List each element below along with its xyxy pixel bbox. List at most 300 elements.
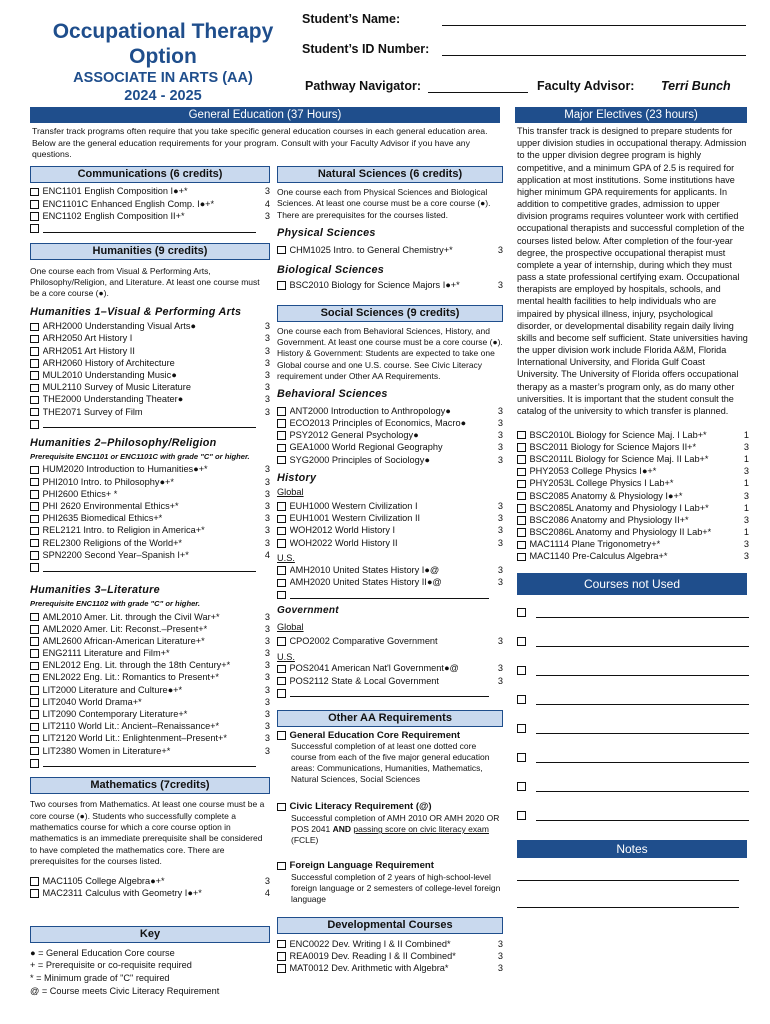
course-row	[517, 478, 749, 490]
course-name: EUH1000 Western Civilization I	[289, 501, 418, 512]
course-credits: 3	[264, 476, 270, 487]
course-row	[277, 565, 503, 577]
checkbox[interactable]	[277, 940, 286, 949]
program-title: Occupational Therapy Option	[52, 20, 274, 68]
course-row	[277, 405, 503, 417]
checkbox[interactable]	[30, 649, 39, 658]
course-row	[277, 675, 503, 687]
course-credits: 3	[264, 721, 270, 732]
checkbox[interactable]	[30, 747, 39, 756]
course-row	[30, 198, 270, 210]
courses-not-used-bar: Courses not Used	[517, 573, 747, 595]
course-name: LIT2110 World Lit.: Ancient–Renaissance+*	[42, 721, 220, 732]
course-credits: 3	[497, 501, 503, 512]
foreign-language-title: Foreign Language Requirement	[289, 860, 434, 872]
humanities-3-blank-row	[30, 757, 270, 769]
course-credits: 3	[743, 441, 749, 452]
course-credits: 3	[497, 663, 503, 674]
gen-ed-core-requirement	[277, 730, 503, 742]
checkbox[interactable]	[277, 964, 286, 973]
course-credits: 3	[743, 539, 749, 550]
natural-sciences-header: Natural Sciences (6 credits)	[277, 166, 503, 183]
course-not-used-field[interactable]	[536, 695, 750, 705]
course-not-used-field[interactable]	[536, 666, 750, 676]
course-credits: 3	[264, 357, 270, 368]
behavioral-sciences-list	[277, 405, 503, 466]
course-name: THE2000 Understanding Theater●	[42, 394, 184, 405]
natural-sciences-intro: One course each from Physical Sciences and Biological Sciences. At least one course must be a core course (●). There are prerequisites for the courses listed.	[277, 187, 491, 220]
checkbox[interactable]	[277, 665, 286, 674]
checkbox[interactable]	[30, 539, 39, 548]
checkbox[interactable]	[277, 502, 286, 511]
course-row	[30, 623, 270, 635]
checkbox[interactable]	[277, 591, 286, 600]
course-credits: 3	[264, 537, 270, 548]
course-row	[30, 333, 270, 345]
course-credits: 3	[264, 464, 270, 475]
checkbox[interactable]	[277, 677, 286, 686]
checkbox[interactable]	[517, 468, 526, 477]
course-name: MAC1140 Pre-Calculus Algebra+*	[529, 551, 668, 562]
course-credits: 4	[264, 549, 270, 560]
course-row	[277, 430, 503, 442]
government-us-label: U.S.	[277, 651, 295, 662]
course-name: LIT2000 Literature and Culture●+*	[42, 684, 183, 695]
course-not-used-field[interactable]	[536, 782, 750, 792]
course-row	[30, 696, 270, 708]
course-credits: 3	[264, 709, 270, 720]
course-credits: 3	[264, 623, 270, 634]
behavioral-sciences-title: Behavioral Sciences	[277, 388, 388, 401]
checkbox[interactable]	[517, 724, 526, 733]
course-row	[277, 454, 503, 466]
course-credits: 3	[264, 635, 270, 646]
course-row	[30, 549, 270, 561]
course-name: ECO2013 Principles of Economics, Macro●	[289, 417, 467, 428]
course-row	[30, 648, 270, 660]
right-column	[517, 125, 749, 908]
course-name: ENC1101 English Composition I●+*	[42, 186, 188, 197]
checkbox[interactable]	[30, 502, 39, 511]
course-credits: 3	[497, 525, 503, 536]
checkbox[interactable]	[277, 579, 286, 588]
course-credits: 3	[497, 442, 503, 453]
course-name: HUM2020 Introduction to Humanities●+*	[42, 464, 208, 475]
course-name: MUL2110 Survey of Music Literature	[42, 382, 191, 393]
course-credits: 3	[743, 551, 749, 562]
course-name: BSC2011L Biology for Science Maj. II Lab+*	[529, 453, 709, 464]
course-row	[277, 636, 503, 648]
course-name: THE2071 Survey of Film	[42, 406, 143, 417]
checkbox[interactable]	[30, 723, 39, 732]
checkbox[interactable]	[517, 753, 526, 762]
course-name: REL2121 Intro. to Religion in America+*	[42, 525, 205, 536]
key-item: ● = General Education Core course	[30, 947, 175, 958]
notes-line-2[interactable]	[517, 907, 739, 908]
course-row	[30, 745, 270, 757]
course-name: ENL2012 Eng. Lit. through the 18th Century+*	[42, 660, 231, 671]
course-not-used-row	[517, 772, 749, 801]
checkbox[interactable]	[517, 553, 526, 562]
checkbox[interactable]	[277, 862, 286, 871]
course-not-used-row	[517, 714, 749, 743]
checkbox[interactable]	[30, 698, 39, 707]
checkbox[interactable]	[517, 431, 526, 440]
humanities-intro: One course each from Visual & Performing Arts, Philosophy/Religion, and Literature. At least one course must be a core course (●).	[30, 265, 260, 299]
course-name: GEA1000 World Regional Geography	[289, 442, 443, 453]
course-not-used-row	[517, 627, 749, 656]
biological-sciences-title: Biological Sciences	[277, 264, 385, 277]
course-row	[277, 501, 503, 513]
course-not-used-field[interactable]	[536, 608, 750, 618]
checkbox[interactable]	[517, 811, 526, 820]
course-not-used-field[interactable]	[536, 724, 750, 734]
checkbox[interactable]	[30, 735, 39, 744]
checkbox[interactable]	[30, 408, 39, 417]
course-credits: 3	[497, 565, 503, 576]
course-credits: 3	[497, 537, 503, 548]
pathway-navigator-field[interactable]	[428, 79, 528, 93]
course-row	[30, 345, 270, 357]
course-row	[30, 500, 270, 512]
checkbox[interactable]	[517, 541, 526, 550]
course-name: BSC2085 Anatomy & Physiology I●+*	[529, 490, 683, 501]
course-credits: 4	[264, 887, 270, 898]
course-not-used-field[interactable]	[536, 811, 750, 821]
course-row	[30, 887, 270, 899]
checkbox[interactable]	[517, 516, 526, 525]
course-name: PHI2600 Ethics+ *	[42, 488, 118, 499]
key-header: Key	[30, 926, 270, 943]
checkbox[interactable]	[30, 889, 39, 898]
course-row	[30, 476, 270, 488]
humanities-3-title: Humanities 3–Literature	[30, 583, 160, 596]
government-title: Government	[277, 605, 339, 617]
course-credits: 3	[497, 950, 503, 961]
checkbox[interactable]	[30, 527, 39, 536]
checkbox[interactable]	[517, 782, 526, 791]
checkbox[interactable]	[277, 281, 286, 290]
course-name: ANT2000 Introduction to Anthropology●	[289, 405, 451, 416]
course-row	[30, 875, 270, 887]
checkbox[interactable]	[30, 384, 39, 393]
checkbox[interactable]	[30, 371, 39, 380]
course-name: POS2041 American Nat'l Government●@	[289, 663, 459, 674]
course-row	[277, 938, 503, 950]
course-name: WOH2022 World History II	[289, 537, 398, 548]
course-credits: 3	[264, 611, 270, 622]
course-name: EUH1001 Western Civilization II	[289, 513, 421, 524]
checkbox[interactable]	[277, 566, 286, 575]
course-not-used-row	[517, 598, 749, 627]
checkbox[interactable]	[517, 695, 526, 704]
course-credits: 3	[497, 279, 503, 290]
course-name: ENC0022 Dev. Writing I & II Combined*	[289, 938, 451, 949]
course-credits: 3	[497, 513, 503, 524]
notes-bar: Notes	[517, 840, 747, 858]
pathway-navigator-label: Pathway Navigator:	[305, 79, 422, 93]
course-name: SPN2200 Second Year–Spanish I+*	[42, 549, 189, 560]
checkbox[interactable]	[30, 323, 39, 332]
checkbox[interactable]	[30, 466, 39, 475]
course-name: MAC1105 College Algebra●+*	[42, 875, 165, 886]
course-name: MAC2311 Calculus with Geometry I●+*	[42, 887, 202, 898]
course-name: BSC2085L Anatomy and Physiology I Lab+*	[529, 502, 709, 513]
checkbox[interactable]	[517, 492, 526, 501]
checkbox[interactable]	[30, 686, 39, 695]
course-row	[30, 635, 270, 647]
checkbox[interactable]	[30, 396, 39, 405]
history-global-list	[277, 501, 503, 550]
course-name: PSY2012 General Psychology●	[289, 430, 419, 441]
course-not-used-field[interactable]	[536, 753, 750, 763]
checkbox[interactable]	[517, 480, 526, 489]
checkbox[interactable]	[517, 443, 526, 452]
course-credits: 1	[743, 453, 749, 464]
course-credits: 3	[264, 210, 270, 221]
checkbox[interactable]	[30, 613, 39, 622]
course-name: ARH2000 Understanding Visual Arts●	[42, 321, 196, 332]
physical-sciences-list	[277, 244, 503, 256]
checkbox[interactable]	[277, 444, 286, 453]
checkbox[interactable]	[277, 431, 286, 440]
civic-literacy-title: Civic Literacy Requirement (@)	[289, 801, 432, 813]
course-credits: 3	[264, 321, 270, 332]
checkbox[interactable]	[277, 803, 286, 812]
social-sciences-intro: One course each from Behavioral Sciences, History, and Government. At least one course must be a core course (●). History & Government: Students are expected to take one Global course and one U.S. course. See Civic Literacy requirement under Other AA Requirements.	[277, 325, 503, 381]
course-name: AMH2020 United States History II●@	[289, 577, 442, 588]
checkbox[interactable]	[517, 455, 526, 464]
checkbox[interactable]	[277, 246, 286, 255]
course-name: AML2600 African-American Literature+*	[42, 635, 205, 646]
student-id-field[interactable]	[442, 42, 746, 56]
course-name: MUL2010 Understanding Music●	[42, 370, 177, 381]
checkbox[interactable]	[277, 689, 286, 698]
course-credits: 3	[264, 875, 270, 886]
history-us-label: U.S.	[277, 553, 295, 564]
course-row	[30, 537, 270, 549]
left-column	[30, 166, 270, 997]
course-credits: 3	[264, 488, 270, 499]
checkbox[interactable]	[30, 625, 39, 634]
checkbox[interactable]	[517, 637, 526, 646]
humanities-header: Humanities (9 credits)	[30, 243, 270, 260]
humanities-1-blank-row	[30, 418, 270, 430]
course-row	[30, 684, 270, 696]
course-credits: 3	[264, 333, 270, 344]
checkbox[interactable]	[517, 528, 526, 537]
checkbox[interactable]	[30, 674, 39, 683]
course-credits: 3	[264, 382, 270, 393]
course-row	[30, 210, 270, 222]
communications-blank-row	[30, 223, 270, 235]
middle-column	[277, 166, 503, 975]
developmental-header: Developmental Courses	[277, 917, 503, 934]
course-credits: 1	[743, 527, 749, 538]
course-credits: 3	[264, 500, 270, 511]
course-credits: 3	[497, 244, 503, 255]
course-credits: 3	[743, 490, 749, 501]
course-row	[277, 950, 503, 962]
humanities-2-note: Prerequisite ENC1101 or ENC1101C with grade "C" or higher.	[30, 451, 250, 461]
checkbox[interactable]	[277, 731, 286, 740]
course-name: LIT2090 Contemporary Literature+*	[42, 709, 188, 720]
course-name: PHI 2620 Environmental Ethics+*	[42, 500, 179, 511]
government-global-list	[277, 636, 503, 648]
course-credits: 3	[264, 394, 270, 405]
course-name: ENC1102 English Composition II+*	[42, 210, 185, 221]
checkbox[interactable]	[277, 952, 286, 961]
course-row	[517, 539, 749, 551]
checkbox[interactable]	[517, 666, 526, 675]
checkbox[interactable]	[30, 759, 39, 768]
degree-title: ASSOCIATE IN ARTS (AA) 2024 - 2025	[73, 70, 253, 105]
checkbox[interactable]	[30, 551, 39, 560]
course-row	[277, 525, 503, 537]
course-name: ARH2060 History of Architecture	[42, 357, 175, 368]
course-name: BSC2011 Biology for Science Majors II+*	[529, 441, 697, 452]
key-item: + = Prerequisite or co-requisite required	[30, 960, 192, 971]
course-name: ENL2022 Eng. Lit.: Romantics to Present+*	[42, 672, 219, 683]
course-name: BSC2010 Biology for Science Majors I●+*	[289, 279, 460, 290]
course-row	[277, 537, 503, 549]
checkbox[interactable]	[277, 527, 286, 536]
course-name: LIT2380 Women in Literature+*	[42, 745, 171, 756]
course-not-used-field[interactable]	[536, 637, 750, 647]
checkbox[interactable]	[30, 637, 39, 646]
course-row	[30, 721, 270, 733]
course-credits: 3	[264, 345, 270, 356]
course-row	[30, 513, 270, 525]
checkbox[interactable]	[277, 515, 286, 524]
course-name: ARH2051 Art History II	[42, 345, 135, 356]
course-credits: 3	[264, 186, 270, 197]
course-credits: 3	[497, 675, 503, 686]
course-row	[277, 442, 503, 454]
course-name: BSC2086L Anatomy and Physiology II Lab+*	[529, 527, 712, 538]
course-name: REA0019 Dev. Reading I & II Combined*	[289, 950, 456, 961]
course-row	[517, 466, 749, 478]
course-name: BSC2086 Anatomy and Physiology II+*	[529, 514, 689, 525]
humanities-2-title: Humanities 2–Philosophy/Religion	[30, 436, 217, 449]
checkbox[interactable]	[30, 478, 39, 487]
course-row	[30, 488, 270, 500]
course-name: AML2020 Amer. Lit: Reconst.–Present+*	[42, 623, 208, 634]
course-row	[517, 429, 749, 441]
checkbox[interactable]	[30, 359, 39, 368]
course-row	[30, 464, 270, 476]
checkbox[interactable]	[30, 335, 39, 344]
humanities-1-list	[30, 321, 270, 419]
checkbox[interactable]	[30, 188, 39, 197]
major-electives-bar: Major Electives (23 hours)	[515, 107, 747, 123]
checkbox[interactable]	[277, 539, 286, 548]
checkbox[interactable]	[30, 662, 39, 671]
course-row	[517, 502, 749, 514]
checkbox[interactable]	[277, 637, 286, 646]
course-credits: 3	[264, 745, 270, 756]
course-row	[277, 962, 503, 974]
checkbox[interactable]	[30, 710, 39, 719]
checkbox[interactable]	[277, 407, 286, 416]
other-aa-header: Other AA Requirements	[277, 710, 503, 727]
mathematics-header: Mathematics (7credits)	[30, 777, 270, 794]
history-global-label: Global	[277, 487, 304, 498]
key-item: * = Minimum grade of "C" required	[30, 973, 170, 983]
course-row	[517, 454, 749, 466]
course-row	[30, 186, 270, 198]
civic-literacy-body: Successful completion of AMH 2010 OR AMH 2020 OR POS 2041 AND passing score on civic literacy exam (FCLE)	[291, 813, 500, 846]
course-name: PHY2053L College Physics I Lab+*	[529, 478, 674, 489]
checkbox[interactable]	[30, 212, 39, 221]
faculty-advisor-label: Faculty Advisor:	[537, 79, 635, 93]
course-name: ENC1101C Enhanced English Comp. I●+*	[42, 198, 215, 209]
checkbox[interactable]	[277, 419, 286, 428]
checkbox[interactable]	[30, 200, 39, 209]
checkbox[interactable]	[517, 504, 526, 513]
checkbox[interactable]	[277, 456, 286, 465]
checkbox[interactable]	[30, 490, 39, 499]
checkbox[interactable]	[30, 563, 39, 572]
course-name: LIT2040 World Drama+*	[42, 696, 142, 707]
course-name: SYG2000 Principles of Sociology●	[289, 454, 430, 465]
physical-sciences-title: Physical Sciences	[277, 226, 376, 239]
course-name: PHI2635 Biomedical Ethics+*	[42, 513, 163, 524]
history-blank-row	[277, 589, 503, 601]
major-electives-text: This transfer track is designed to prepare students for upper division studies in occupational therapy. Admission to the upper division degree program is highly competitive, and a minimum GPA of 2.5 is required for application at most institutions. Some institutions have higher minimum GPA requirements for applicants. In addition to competitive grades, admission to upper division programs requires volunteer work with certified occupational therapists and successful completion of the courses listed below. After completion of the four-year degree, the prospective occupational therapist must complete a year of internship, during which they must pass a state professional certifying exam. Occupational therapists are employed by hospitals, schools, and mental health facilities to help individuals who are impaired by physical illness, injury, psychological disorder, or developmental disability regain daily living skills and become self sufficient. State universities having the upper division work include Florida A&M, Florida International University, and Florida Gulf Coast University. The University of Florida offers occupational therapy as a master’s program only, as do many other universities. It is important that the student consult the catalog of the university to which transfer is planned.	[517, 126, 748, 416]
course-credits: 3	[497, 405, 503, 416]
course-row	[517, 551, 749, 563]
course-name: MAT0012 Dev. Arithmetic with Algebra*	[289, 962, 449, 973]
course-credits: 3	[497, 938, 503, 949]
course-row	[30, 394, 270, 406]
course-credits: 3	[497, 454, 503, 465]
course-credits: 1	[743, 429, 749, 440]
course-credits: 3	[264, 406, 270, 417]
key-item: @ = Course meets Civic Literacy Requirement	[30, 985, 220, 996]
checkbox[interactable]	[517, 608, 526, 617]
course-row	[30, 611, 270, 623]
course-row	[277, 577, 503, 589]
student-name-field[interactable]	[442, 12, 746, 26]
course-credits: 3	[264, 525, 270, 536]
course-row	[30, 672, 270, 684]
mathematics-intro: Two courses from Mathematics. At least one course must be a core course (●). Students who successfully complete a mathematics course for which a core course option in mathematics is an immediate prerequisite shall be considered to have completed the mathematics core. There are prerequisites for the courses listed.	[30, 799, 265, 866]
course-name: AMH2010 United States History I●@	[289, 565, 440, 576]
gen-ed-core-title: General Education Core Requirement	[289, 729, 461, 741]
course-name: REL2300 Religions of the World+*	[42, 537, 183, 548]
checkbox[interactable]	[30, 224, 39, 233]
course-row	[30, 733, 270, 745]
course-name: LIT2120 World Lit.: Enlightenment–Present+*	[42, 733, 227, 744]
course-not-used-row	[517, 743, 749, 772]
general-education-bar: General Education (37 Hours)	[30, 107, 500, 123]
course-name: CHM1025 Intro. to General Chemistry+*	[289, 244, 453, 255]
course-credits: 3	[264, 684, 270, 695]
history-title: History	[277, 472, 317, 485]
course-row	[277, 663, 503, 675]
course-name: CPO2002 Comparative Government	[289, 636, 438, 647]
checkbox[interactable]	[30, 877, 39, 886]
checkbox[interactable]	[30, 347, 39, 356]
course-credits: 3	[264, 370, 270, 381]
checkbox[interactable]	[30, 420, 39, 429]
course-name: WOH2012 World History I	[289, 525, 396, 536]
courses-not-used-list	[517, 598, 749, 830]
notes-line-1[interactable]	[517, 880, 739, 881]
course-name: BSC2010L Biology for Science Maj. I Lab+*	[529, 429, 707, 440]
checkbox[interactable]	[30, 515, 39, 524]
